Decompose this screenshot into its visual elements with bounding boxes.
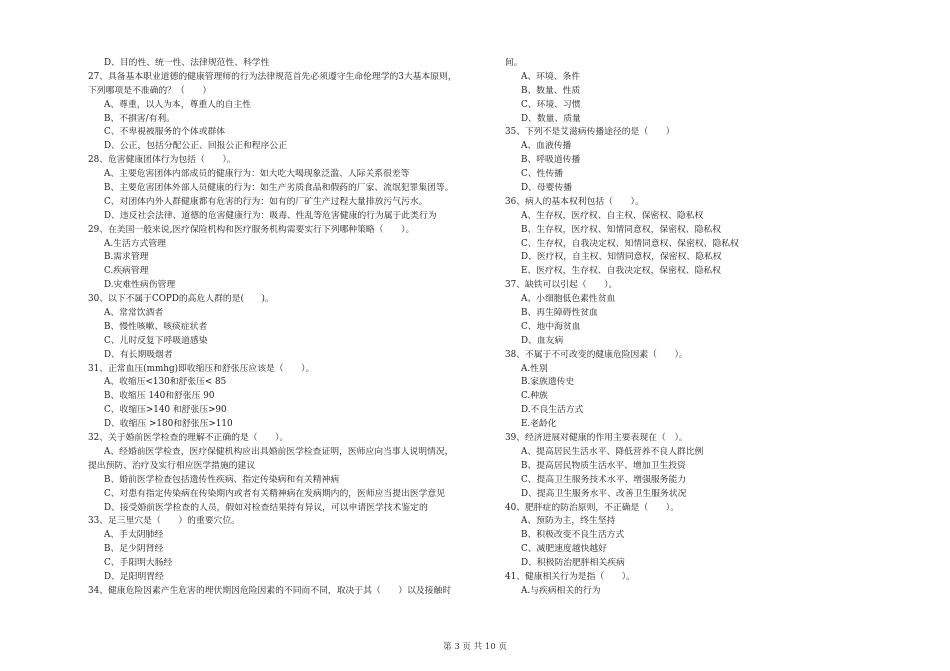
page-footer: 第 3 页 共 10 页 — [443, 642, 507, 652]
option-line: B、数量、性质 — [521, 85, 581, 96]
option-line: B.需求管理 — [104, 252, 149, 263]
option-line: D、提高卫生服务水平、改善卫生服务状况 — [521, 488, 687, 499]
option-line: D、积极防治肥胖相关疾病 — [521, 558, 625, 569]
question-line: 间。 — [505, 58, 523, 68]
option-line: A、收缩压<130和舒张压< 85 — [104, 377, 227, 388]
option-line: C、环境、习惯 — [521, 99, 581, 110]
option-line: A.生活方式管理 — [104, 238, 166, 249]
right-column — [505, 57, 905, 599]
option-line: D、医疗权，自主权、知情同意权，保密权、隐私权 — [521, 252, 722, 263]
question-line: 36、病人的基本权利包括（ ）。 — [505, 196, 644, 207]
option-line: A、小细胞低色素性贫血 — [521, 294, 616, 305]
option-line: B、再生障碍性贫血 — [521, 308, 598, 319]
option-line: A、主要危害团体内部成员的健康行为：如大吃大喝现象泛滥、人际关系很差等 — [104, 169, 410, 180]
option-line: D、收缩压 >180和舒张压>110 — [104, 419, 233, 430]
question-line: 28、危害健康团体行为包括（ ）。 — [88, 155, 236, 166]
option-line: D、足阳明胃经 — [104, 571, 164, 582]
option-line: B、主要危害团体外部人员健康的行为：如生产劣质食品和假药的厂家、流氓犯罪集团等。 — [104, 183, 454, 194]
option-line: A.与疾病相关的行为 — [521, 585, 601, 596]
question-line: 32、关于婚前医学检查的理解不正确的是（ ）。 — [88, 433, 289, 444]
option-line: A.性别 — [521, 363, 548, 374]
option-line: A、手太阴肺经 — [104, 530, 164, 541]
option-line: E、医疗权，生存权、自我决定权，保密权、隐私权 — [521, 266, 721, 277]
option-line: D、公正，包括分配公正、回报公正和程序公正 — [104, 141, 287, 152]
question-line: 40、肥胖症的防治原则，不正确是（ ）。 — [505, 502, 679, 513]
option-line: C、手阳明大肠经 — [104, 558, 173, 569]
option-line: D、血友病 — [521, 335, 564, 346]
option-line: C.疾病管理 — [104, 266, 149, 277]
option-line: D.不良生活方式 — [521, 405, 584, 416]
question-line: 35、下列不是艾滋病传播途径的是（ ） — [505, 127, 675, 138]
question-line: 下列哪项是不准确的？（ ） — [88, 85, 212, 96]
question-line: 34、健康危险因素产生危害的埋伏期因危险因素的不同而不同，取决于其（ ）以及接触时 — [88, 585, 452, 596]
question-line: 39、经济进展对健康的作用主要表现在（ ）。 — [505, 433, 688, 444]
option-line: C、对团体内外人群健康都有危害的行为：如有的厂矿生产过程大量排放污气污水。 — [104, 196, 428, 207]
option-line: A、预防为主，终生坚持 — [521, 516, 616, 527]
option-line: C、不卑視被服务的个体或群体 — [104, 127, 226, 138]
question-line: 37、缺铁可以引起（ ）。 — [505, 280, 618, 291]
question-line: 30、以下不属于COPD的高危人群的是( )。 — [88, 294, 274, 305]
option-line: D、目的性、统一性、法律规范性、科学性 — [104, 58, 270, 68]
option-line: A、生存权，医疗权、自主权、保密权、隐私权 — [521, 210, 704, 221]
option-line: D.灾难性病伤管理 — [104, 280, 176, 291]
question-line: 31、正常血压(mmhg)即收缩压和舒张压应该是（ ）。 — [88, 363, 315, 374]
left-column — [88, 57, 498, 599]
option-line: D、数量、质量 — [521, 113, 581, 124]
option-line: C、生存权，自我决定权、知情同意权、保密权、隐私权 — [521, 238, 739, 249]
option-line: B、慢性咳嗽、咳痰症状者 — [104, 321, 208, 332]
option-line: B、生存权，医疗权、知情同意权，保密权、隐私权 — [521, 224, 721, 235]
option-line: B、不損害/有利。 — [104, 113, 176, 124]
option-line: C、地中海贫血 — [521, 321, 581, 332]
question-line: 提出预防、治疗及实行相应医学措施的建议 — [88, 460, 256, 471]
option-line: A、常常饮酒者 — [104, 308, 164, 319]
option-line: E.老龄化 — [521, 419, 557, 430]
option-line: C、儿时反复下呼吸道感染 — [104, 335, 208, 346]
question-line: 38、不属于不可改变的健康危险因素（ ）。 — [505, 349, 688, 360]
option-line: C.种族 — [521, 391, 548, 402]
question-line: 33、足三里穴是（ ）的重要穴位。 — [88, 516, 240, 527]
question-line: 41、健康相关行为是指（ ）。 — [505, 571, 635, 582]
option-line: D、接受婚前医学检查的人员，假如对检查结果持有异议，可以申请医学技术鉴定的 — [104, 502, 428, 513]
option-line: B.家族遗传史 — [521, 377, 575, 388]
option-line: A、经婚前医学检查，医疗保健机构应出具婚前医学检查证明，医师应向当事人说明情况， — [104, 446, 454, 457]
option-line: A、尊重，以人为本，尊重人的自主性 — [104, 99, 252, 110]
option-line: B、足少阴肾经 — [104, 544, 164, 555]
option-line: B、呼吸道传播 — [521, 155, 581, 166]
option-line: C、性传播 — [521, 169, 563, 180]
option-line: D、母婴传播 — [521, 183, 573, 194]
option-line: A、血液传播 — [521, 141, 572, 152]
option-line: D、有长期吸烟者 — [104, 349, 173, 360]
question-line: 27、具备基本职业道德的健康管理师的行为法律规范首先必须遵守生命伦理学的3大基本原则， — [88, 71, 457, 82]
option-line: A、提高居民生活水平、降低营养不良人群比例 — [521, 446, 704, 457]
option-line: A、环境、条件 — [521, 71, 581, 82]
option-line: B、积极改变不良生活方式 — [521, 530, 625, 541]
option-line: C、提高卫生服务技术水平、增强服务能力 — [521, 474, 687, 485]
option-line: C、对患有指定传染病在传染期内或者有关精神病在发病期内的，医师应当提出医学意见 — [104, 488, 446, 499]
option-line: B、婚前医学检查包括遗传性疾病、指定传染病和有关精神病 — [104, 474, 340, 485]
option-line: B、收缩压 140和舒张压 90 — [104, 391, 215, 402]
option-line: C、收缩压>140 和舒张压>90 — [104, 405, 227, 416]
option-line: B、提高居民物质生活水平、增加卫生投资 — [521, 460, 686, 471]
option-line: C、减肥速度越快越好 — [521, 544, 607, 555]
question-line: 29、在美国一般来说,医疗保险机构和医疗服务机构需要实行下列哪种策略（ ）。 — [88, 224, 415, 235]
option-line: D、违反社会法律、道德的危害健康行为：吸毒、性乱等危害健康的行为属于此类行为 — [104, 210, 437, 221]
